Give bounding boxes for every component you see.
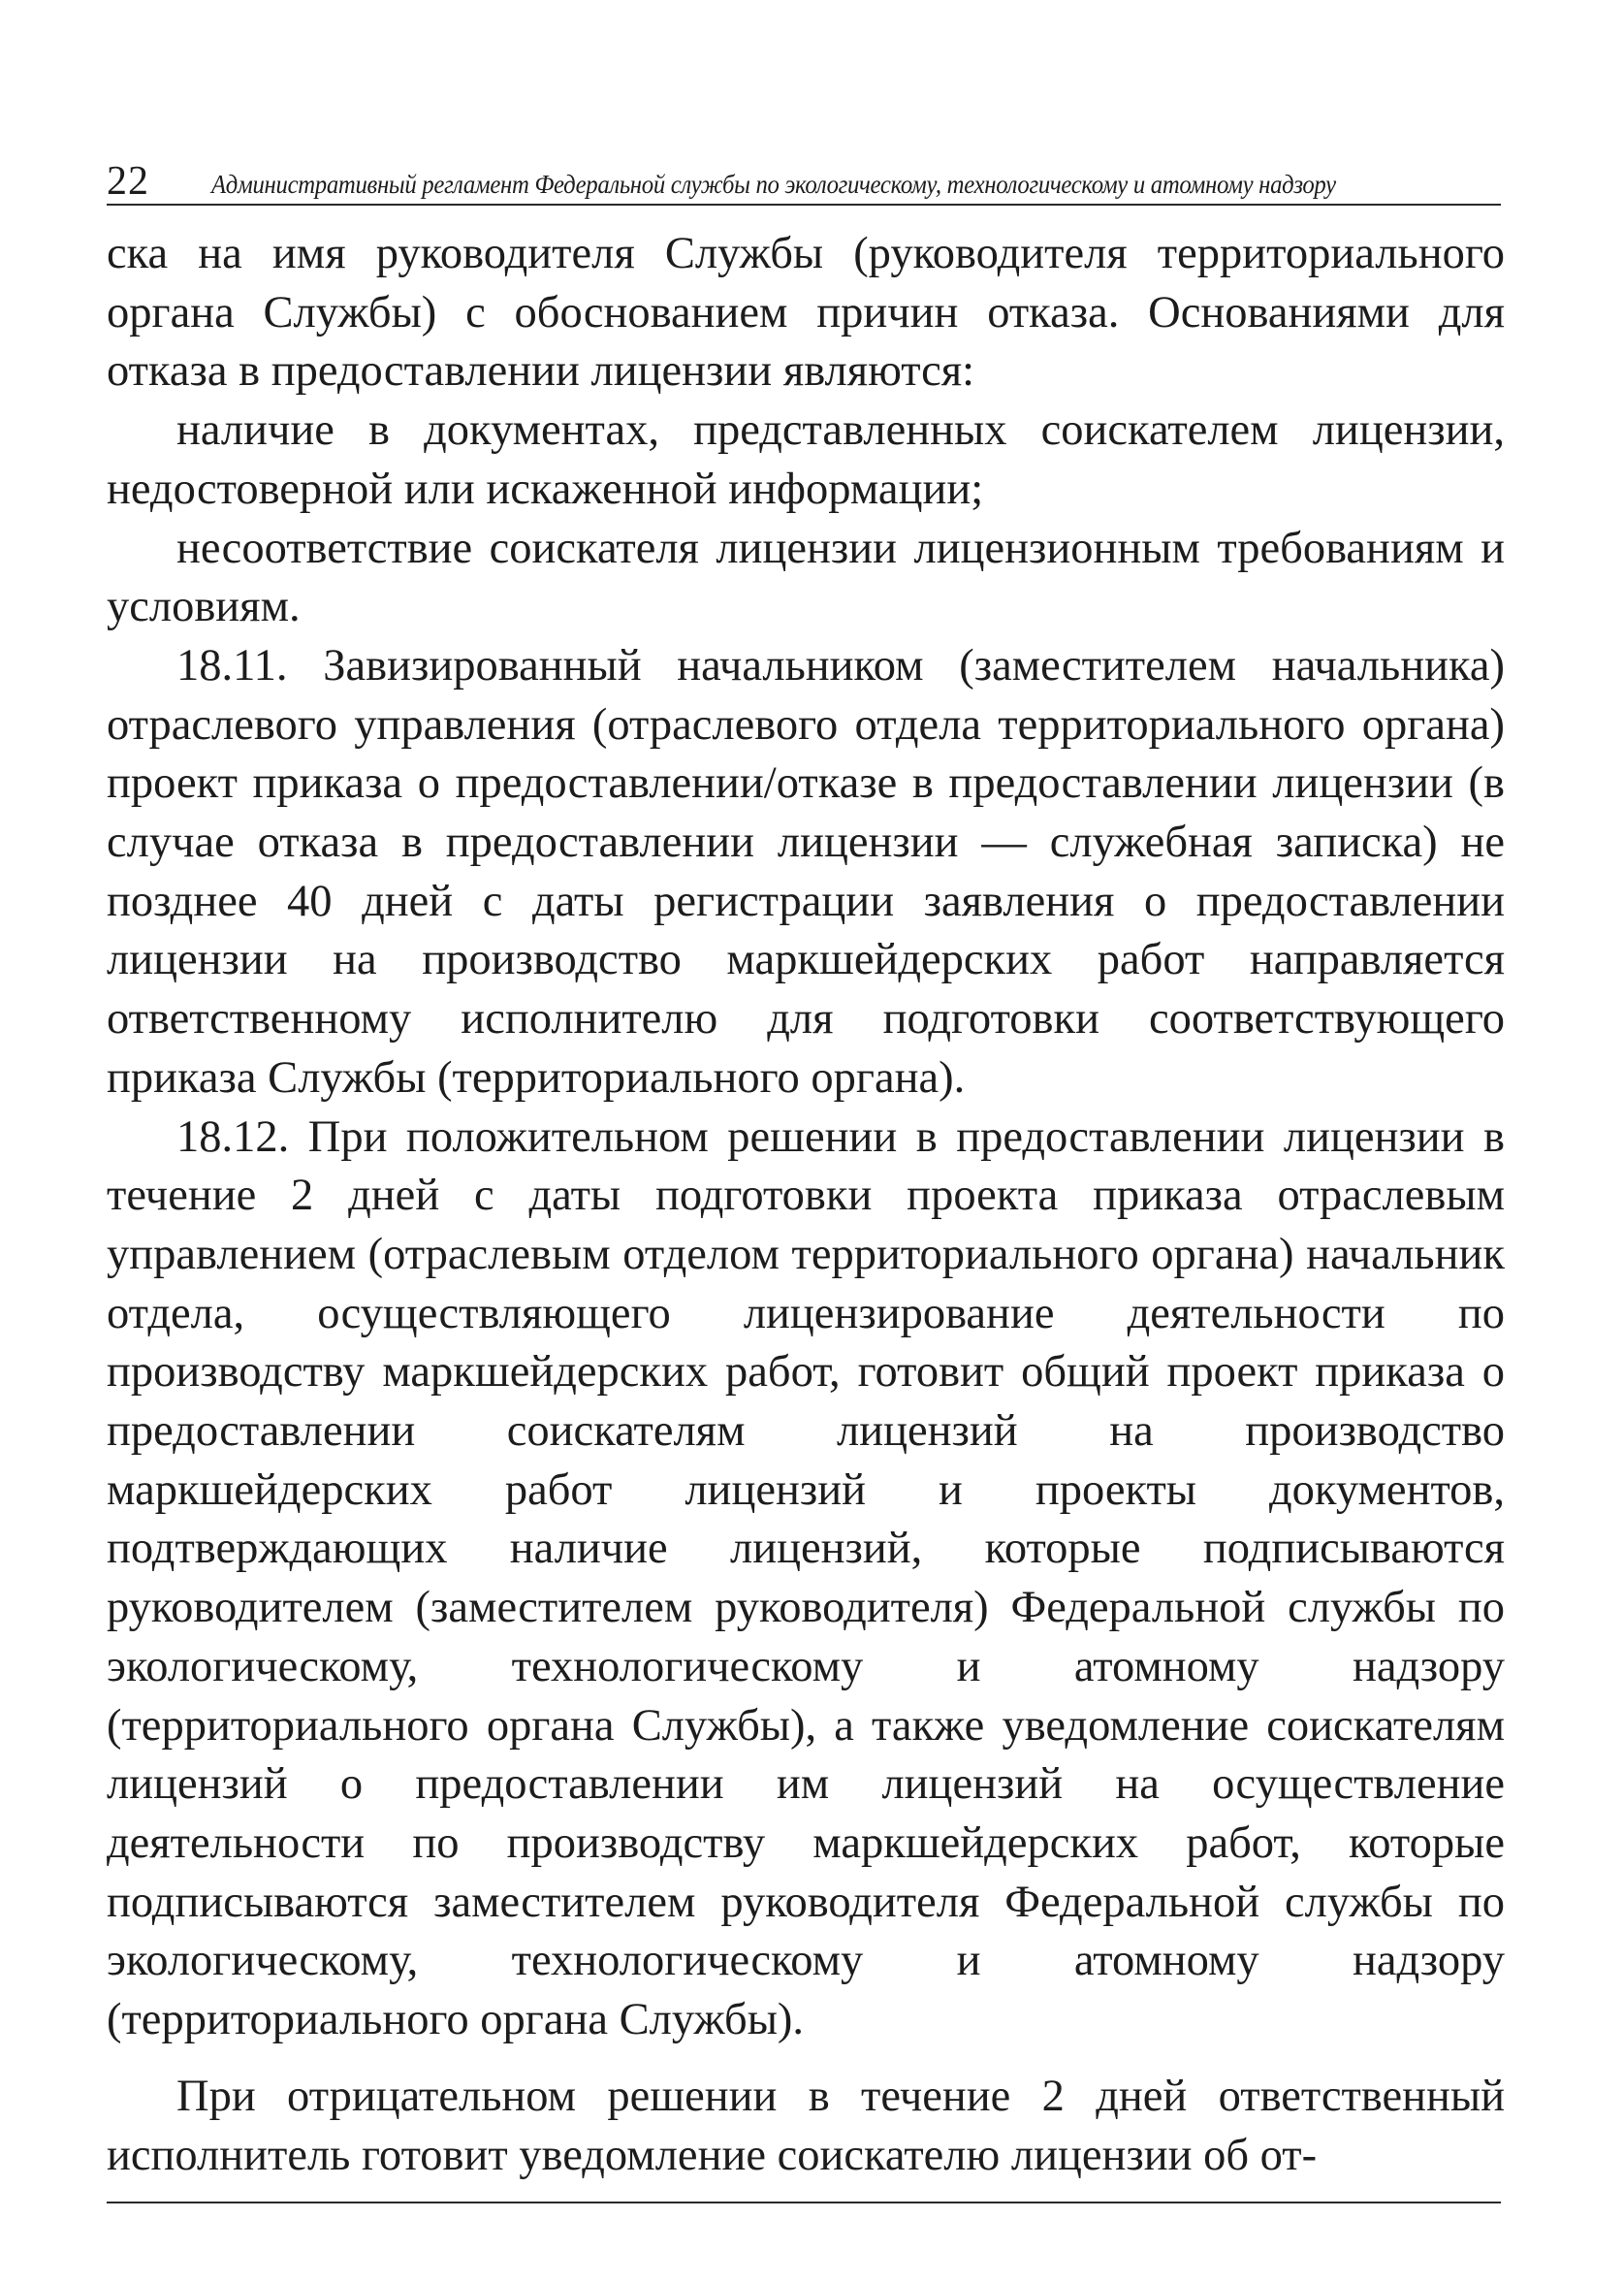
running-header (107, 144, 1501, 202)
paragraph-list-item: несоответствие соискателя лицензии лицензионным требованиям и условиям. (107, 523, 1505, 632)
header-rule (107, 204, 1501, 206)
paragraph-list-item: наличие в документах, представленных соискателем лицензии, недостоверной или искаженной информации; (107, 405, 1505, 514)
paragraph-negative-decision: При отрицательном решении в течение 2 дней ответственный исполнитель готовит уведомление соискателю лицензии об от- (107, 2071, 1505, 2180)
running-title: Административный регламент Федеральной службы по экологическому, технологическому и атомному надзору (211, 169, 1336, 200)
paragraph-section-18-11: 18.11. Завизированный начальником (заместителем начальника) отраслевого управления (отраслевого отдела территориального органа) проект приказа о предоставлении/отказе в предоставлении лицензии (в случае отказа в предоставлении лицензии — служебная записка) не позднее 40 дней с даты регистрации заявления о предоставлении лицензии на производство маркшейдерских работ направляется ответственному исполнителю для подготовки соответствующего приказа Службы (территориального органа). (107, 640, 1505, 1103)
paragraph-continuation: ска на имя руководителя Службы (руководителя территориального органа Службы) с обоснованием причин отказа. Основаниями для отказа в предоставлении лицензии являются: (107, 229, 1505, 397)
body-text (107, 225, 1505, 2185)
footer-rule (107, 2202, 1501, 2203)
paragraph-section-18-12: 18.12. При положительном решении в предоставлении лицензии в течение 2 дней с даты подготовки проекта приказа отраслевым управлением (отраслевым отделом территориального органа) начальник отдела, осуществляющего лицензирование деятельности по производству маркшейдерских работ, готовит общий проект приказа о предоставлении соискателям лицензий на производство маркшейдерских работ лицензий и проекты документов, подтверждающих наличие лицензий, которые подписываются руководителем (заместителем руководителя) Федеральной службы по экологическому, технологическому и атомному надзору (территориального органа Службы), а также уведомление соискателям лицензий о предоставлении им лицензий на осуществление деятельности по производству маркшейдерских работ, которые подписываются заместителем руководителя Федеральной службы по экологическому, технологическому и атомному надзору (территориального органа Службы). (107, 1111, 1505, 2045)
page-number: 22 (107, 159, 149, 204)
